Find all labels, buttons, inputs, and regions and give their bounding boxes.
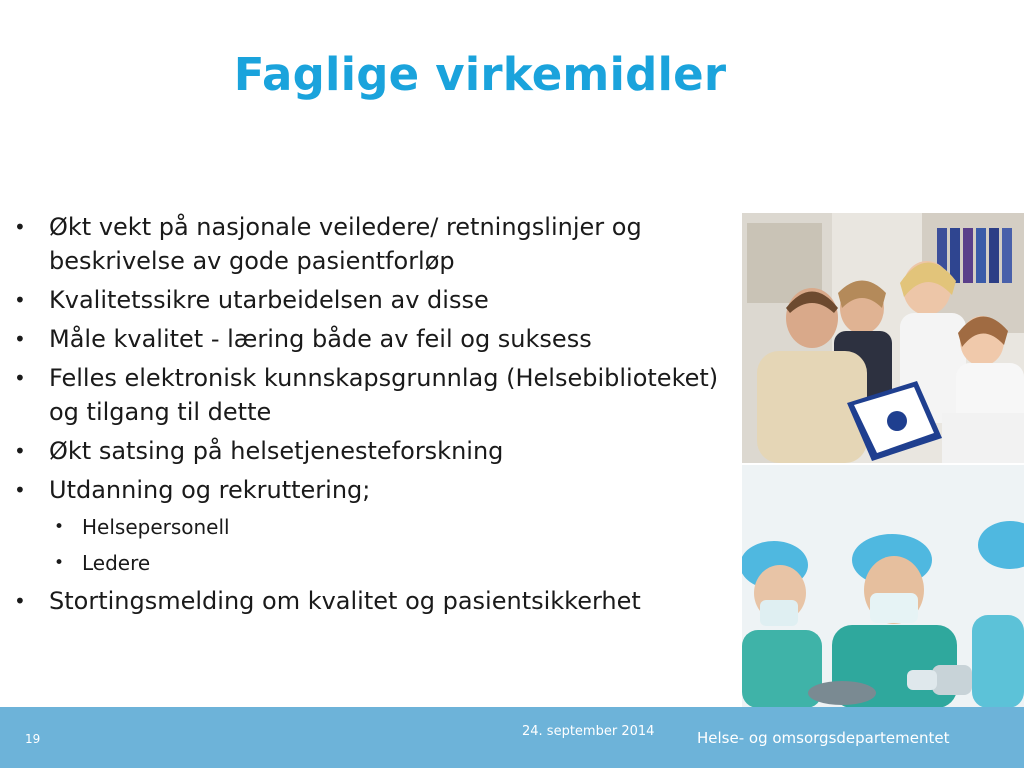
bullet-item [14,361,729,429]
bullet-marker: • [14,439,26,463]
photo-healthcare-team-illustration [742,213,1024,463]
bullet-item [14,473,729,507]
footer-bar [0,707,1024,768]
bullet-marker: • [14,478,26,502]
bullet-item [14,322,729,356]
bullet-item [14,283,729,317]
sub-bullet-text: Helsepersonell [82,515,230,539]
bullet-marker: • [14,215,26,239]
bullet-item [14,584,729,618]
sub-bullet-marker: • [54,553,65,573]
bullet-item [14,434,729,468]
bullet-text: Utdanning og rekruttering; [49,476,371,504]
bullet-list [14,210,729,623]
sub-bullet-marker: • [54,517,65,537]
bullet-text: Felles elektronisk kunnskapsgrunnlag (Helsebiblioteket) og tilgang til dette [49,364,719,426]
bullet-marker: • [14,327,26,351]
photo-healthcare-team [742,213,1024,463]
sub-bullet-item [14,548,729,578]
bullet-marker: • [14,589,26,613]
bullet-text: Kvalitetssikre utarbeidelsen av disse [49,286,489,314]
sub-bullet-text: Ledere [82,551,151,575]
footer-date: 24. september 2014 [522,724,655,739]
bullet-text: Økt satsing på helsetjenesteforskning [49,437,504,465]
sub-bullet-item [14,512,729,542]
bullet-text: Økt vekt på nasjonale veiledere/ retningslinjer og beskrivelse av gode pasientforløp [49,213,642,275]
bullet-text: Stortingsmelding om kvalitet og pasientsikkerhet [49,587,641,615]
bullet-item [14,210,729,278]
footer-department: Helse- og omsorgsdepartementet [697,729,950,747]
bullet-marker: • [14,288,26,312]
page-number: 19 [25,732,41,746]
slide-title: Faglige virkemidler [233,48,727,101]
bullet-text: Måle kvalitet - læring både av feil og suksess [49,325,592,353]
photo-surgeons-illustration [742,465,1024,708]
bullet-marker: • [14,366,26,390]
photo-surgeons [742,465,1024,708]
